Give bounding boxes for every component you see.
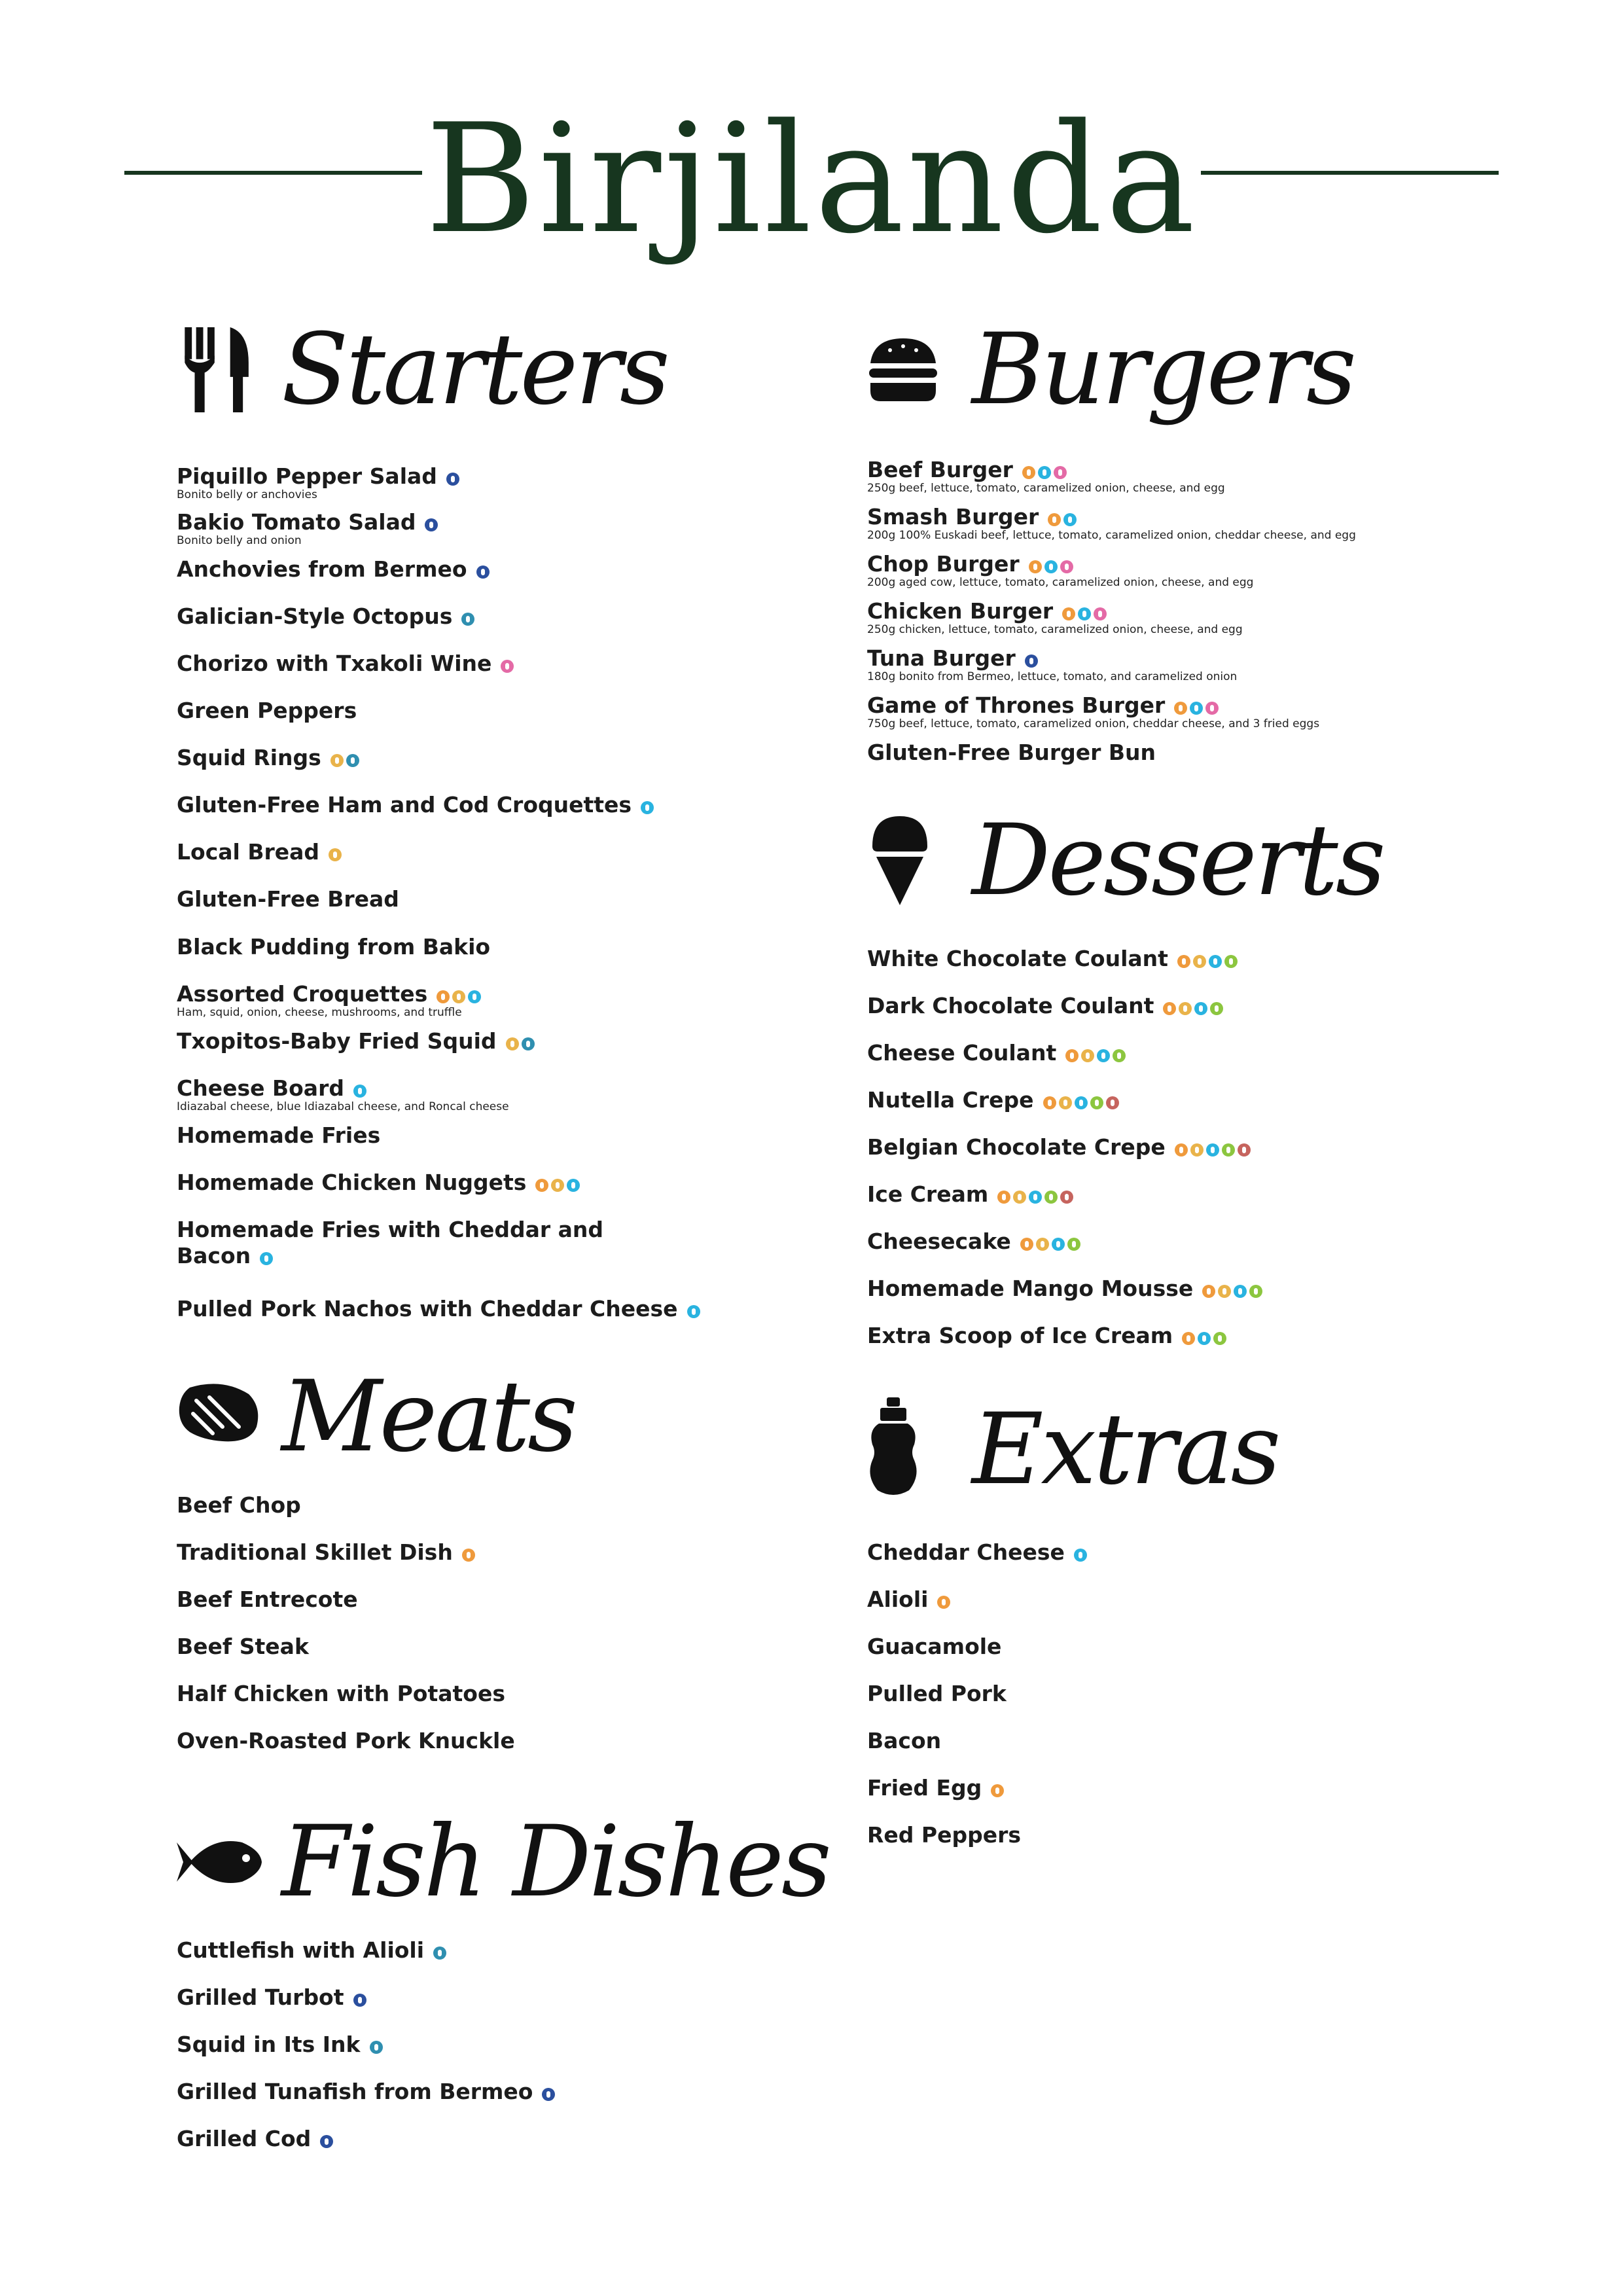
dairy-allergen-icon xyxy=(1063,513,1077,526)
menu-item xyxy=(867,1181,1076,1208)
allergen-icons xyxy=(991,1785,1007,1799)
allergen-icons xyxy=(1074,1550,1090,1564)
egg-allergen-icon xyxy=(437,990,450,1003)
item-name: Txopitos-Baby Fried Squid xyxy=(177,1028,497,1054)
item-name: Cheese Coulant xyxy=(867,1040,1057,1066)
dairy-allergen-icon xyxy=(641,801,654,814)
allergen-icons xyxy=(1025,656,1041,670)
allergen-icons xyxy=(997,1192,1076,1206)
menu-item xyxy=(867,946,1240,972)
item-description: Bonito belly or anchovies xyxy=(177,488,317,501)
sulphite-allergen-icon xyxy=(1094,607,1107,620)
allergen-icons xyxy=(937,1597,953,1611)
section-title: Fish Dishes xyxy=(281,1805,829,1919)
item-name: Chop Burger xyxy=(867,551,1020,577)
menu-item xyxy=(177,509,440,547)
sulphite-allergen-icon xyxy=(1060,560,1073,573)
menu-item xyxy=(177,934,490,960)
item-description: 250g beef, lettuce, tomato, caramelized onion, cheese, and egg xyxy=(867,482,1225,495)
dairy-allergen-icon xyxy=(1038,466,1051,479)
allergen-icons xyxy=(687,1306,703,1320)
section-title: Burgers xyxy=(972,313,1355,427)
nuts-allergen-icon xyxy=(1067,1238,1080,1251)
allergen-icons xyxy=(425,520,440,533)
dairy-allergen-icon xyxy=(567,1179,580,1192)
item-name: Grilled Turbot xyxy=(177,1984,344,2010)
menu-item xyxy=(177,1587,358,1613)
item-name: Beef Burger xyxy=(867,457,1013,482)
item-name: Homemade Fries xyxy=(177,1122,381,1148)
sauce-bottle-icon xyxy=(867,1397,919,1496)
egg-allergen-icon xyxy=(1043,1096,1056,1109)
item-name: Pulled Pork xyxy=(867,1681,1007,1706)
ice-cream-icon xyxy=(867,815,933,906)
soy-allergen-icon xyxy=(1060,1191,1073,1204)
egg-allergen-icon xyxy=(1202,1285,1215,1298)
mollusc-allergen-icon xyxy=(522,1037,535,1050)
item-name: Dark Chocolate Coulant xyxy=(867,993,1154,1018)
allergen-icons xyxy=(353,1086,369,1100)
item-name: Piquillo Pepper Salad xyxy=(177,463,437,489)
nuts-allergen-icon xyxy=(1213,1332,1226,1345)
menu-item xyxy=(177,981,484,1019)
mollusc-allergen-icon xyxy=(461,613,474,626)
cutlery-icon xyxy=(177,327,255,412)
egg-allergen-icon xyxy=(937,1596,950,1609)
item-name: Chorizo with Txakoli Wine xyxy=(177,651,492,676)
allergen-icons xyxy=(320,2136,336,2150)
gluten-allergen-icon xyxy=(1081,1049,1094,1062)
item-name: Gluten-Free Bread xyxy=(177,886,399,912)
menu-item xyxy=(177,1217,603,1269)
menu-item xyxy=(177,2032,385,2058)
egg-allergen-icon xyxy=(535,1179,548,1192)
item-name: Cheese Board xyxy=(177,1075,344,1101)
dairy-allergen-icon xyxy=(1078,607,1091,620)
section-title: Meats xyxy=(281,1360,576,1474)
menu-item xyxy=(867,1587,953,1613)
dairy-allergen-icon xyxy=(1190,702,1203,715)
dairy-allergen-icon xyxy=(1198,1332,1211,1345)
dairy-allergen-icon xyxy=(1194,1002,1207,1015)
item-name: Half Chicken with Potatoes xyxy=(177,1681,505,1706)
menu-item xyxy=(177,698,357,724)
dairy-allergen-icon xyxy=(1052,1238,1065,1251)
fish-allergen-icon xyxy=(353,1994,366,2007)
menu-item xyxy=(867,1775,1007,1801)
item-name: Assorted Croquettes xyxy=(177,981,428,1007)
gluten-allergen-icon xyxy=(551,1179,564,1192)
allergen-icons xyxy=(330,755,362,769)
item-name: Squid in Its Ink xyxy=(177,2032,361,2057)
item-name: Bakio Tomato Salad xyxy=(177,509,416,535)
item-name: Traditional Skillet Dish xyxy=(177,1539,453,1565)
menu-item xyxy=(177,1170,582,1196)
allergen-icons xyxy=(535,1180,582,1194)
allergen-icons xyxy=(1029,562,1076,575)
allergen-icons xyxy=(446,474,462,488)
dairy-allergen-icon xyxy=(1044,560,1058,573)
section-title: Extras xyxy=(972,1393,1279,1507)
allergen-icons xyxy=(1020,1239,1083,1253)
dairy-allergen-icon xyxy=(260,1252,273,1265)
allergen-icons xyxy=(462,1550,478,1564)
item-name: Pulled Pork Nachos with Cheddar Cheese xyxy=(177,1296,678,1321)
gluten-allergen-icon xyxy=(329,848,342,861)
item-name: Beef Chop xyxy=(177,1492,301,1518)
menu-item xyxy=(867,1134,1253,1160)
egg-allergen-icon xyxy=(1182,1332,1195,1345)
fish-allergen-icon xyxy=(542,2088,555,2101)
dairy-allergen-icon xyxy=(1029,1191,1042,1204)
fish-allergen-icon xyxy=(320,2135,333,2148)
section-title: Starters xyxy=(281,313,668,427)
menu-item xyxy=(177,463,462,501)
item-description: 250g chicken, lettuce, tomato, caramelized onion, cheese, and egg xyxy=(867,623,1243,636)
allergen-icons xyxy=(329,850,344,863)
item-name: White Chocolate Coulant xyxy=(867,946,1168,971)
nuts-allergen-icon xyxy=(1090,1096,1103,1109)
egg-allergen-icon xyxy=(462,1549,475,1562)
allergen-icons xyxy=(353,1995,369,2009)
allergen-icons xyxy=(476,567,492,581)
gluten-allergen-icon xyxy=(1036,1238,1049,1251)
menu-item xyxy=(177,1937,449,1964)
item-name: Guacamole xyxy=(867,1634,1002,1659)
item-description: Idiazabal cheese, blue Idiazabal cheese, and Roncal cheese xyxy=(177,1100,509,1113)
egg-allergen-icon xyxy=(1062,607,1075,620)
item-description: 750g beef, lettuce, tomato, caramelized onion, cheddar cheese, and 3 fried eggs xyxy=(867,717,1320,730)
allergen-icons xyxy=(461,614,477,628)
egg-allergen-icon xyxy=(1163,1002,1176,1015)
menu-item xyxy=(867,1323,1229,1349)
dairy-allergen-icon xyxy=(1097,1049,1110,1062)
egg-allergen-icon xyxy=(1022,466,1035,479)
allergen-icons xyxy=(1048,514,1079,528)
nuts-allergen-icon xyxy=(1113,1049,1126,1062)
gluten-allergen-icon xyxy=(1193,955,1206,968)
allergen-icons xyxy=(1163,1003,1226,1017)
item-description: Ham, squid, onion, cheese, mushrooms, and truffle xyxy=(177,1006,462,1019)
fish-allergen-icon xyxy=(476,565,490,579)
menu-item xyxy=(867,1539,1090,1566)
item-name: Oven-Roasted Pork Knuckle xyxy=(177,1728,515,1753)
menu-item xyxy=(177,651,516,677)
gluten-allergen-icon xyxy=(1190,1143,1204,1157)
menu-item xyxy=(177,1984,369,2011)
gluten-allergen-icon xyxy=(330,754,344,767)
item-name: Homemade Fries with Cheddar and xyxy=(177,1217,604,1242)
nuts-allergen-icon xyxy=(1222,1143,1235,1157)
menu-item xyxy=(177,745,362,771)
egg-allergen-icon xyxy=(1065,1049,1079,1062)
allergen-icons xyxy=(506,1039,537,1052)
item-name: Gluten-Free Ham and Cod Croquettes xyxy=(177,792,632,817)
menu-item xyxy=(177,2079,558,2105)
allergen-icons xyxy=(1022,467,1069,481)
item-name: Beef Steak xyxy=(177,1634,309,1659)
allergen-icons xyxy=(1175,1145,1253,1158)
item-name: Tuna Burger xyxy=(867,645,1016,671)
item-description: 200g 100% Euskadi beef, lettuce, tomato, caramelized onion, cheddar cheese, and egg xyxy=(867,529,1356,542)
item-name: Local Bread xyxy=(177,839,320,865)
item-name: Bacon xyxy=(867,1728,942,1753)
egg-allergen-icon xyxy=(1177,955,1190,968)
egg-allergen-icon xyxy=(1029,560,1042,573)
menu-item xyxy=(177,1634,309,1660)
item-name: Ice Cream xyxy=(867,1181,989,1207)
nuts-allergen-icon xyxy=(1224,955,1238,968)
soy-allergen-icon xyxy=(1238,1143,1251,1157)
menu-item xyxy=(867,740,1156,766)
item-name: Black Pudding from Bakio xyxy=(177,934,491,960)
menu-item xyxy=(177,1492,301,1518)
dairy-allergen-icon xyxy=(1209,955,1222,968)
item-name: Fried Egg xyxy=(867,1775,982,1801)
item-name: Homemade Chicken Nuggets xyxy=(177,1170,527,1195)
menu-item xyxy=(867,1229,1083,1255)
menu-item xyxy=(177,1028,537,1054)
allergen-icons xyxy=(1202,1286,1265,1300)
menu-item xyxy=(177,1296,703,1322)
dairy-allergen-icon xyxy=(1234,1285,1247,1298)
item-name: Cheesecake xyxy=(867,1229,1011,1254)
gluten-allergen-icon xyxy=(506,1037,519,1050)
dairy-allergen-icon xyxy=(353,1085,366,1098)
mollusc-allergen-icon xyxy=(346,754,359,767)
menu-item xyxy=(867,1728,941,1754)
egg-allergen-icon xyxy=(1020,1238,1033,1251)
fish-icon xyxy=(177,1836,262,1888)
item-name: Red Peppers xyxy=(867,1822,1022,1848)
allergen-icons xyxy=(1043,1098,1122,1111)
item-name: Cuttlefish with Alioli xyxy=(177,1937,425,1963)
item-name: Grilled Tunafish from Bermeo xyxy=(177,2079,533,2104)
allergen-icons xyxy=(1174,703,1221,717)
sulphite-allergen-icon xyxy=(1205,702,1219,715)
menu-item xyxy=(177,839,344,865)
menu-item xyxy=(867,598,1243,636)
menu-item xyxy=(867,1822,1021,1848)
item-name: Grilled Cod xyxy=(177,2126,312,2151)
menu-item xyxy=(867,645,1237,683)
allergen-icons xyxy=(1177,956,1240,970)
allergen-icons xyxy=(370,2042,385,2056)
fish-allergen-icon xyxy=(1025,655,1038,668)
egg-allergen-icon xyxy=(997,1191,1010,1204)
menu-item xyxy=(177,556,492,583)
item-name: Smash Burger xyxy=(867,504,1039,529)
menu-item xyxy=(867,1087,1122,1113)
egg-allergen-icon xyxy=(1175,1143,1188,1157)
allergen-icons xyxy=(433,1948,449,1962)
item-name: Nutella Crepe xyxy=(867,1087,1034,1113)
gluten-allergen-icon xyxy=(1059,1096,1072,1109)
allergen-icons xyxy=(437,992,484,1005)
item-name: Homemade Mango Mousse xyxy=(867,1276,1194,1301)
menu-item xyxy=(177,2126,336,2152)
item-name: Game of Thrones Burger xyxy=(867,692,1166,718)
item-name: Anchovies from Bermeo xyxy=(177,556,467,582)
menu-item xyxy=(177,1539,478,1566)
section-title: Desserts xyxy=(972,804,1383,918)
allergen-icons xyxy=(501,661,516,675)
item-name: Gluten-Free Burger Bun xyxy=(867,740,1156,765)
nuts-allergen-icon xyxy=(1249,1285,1262,1298)
gluten-allergen-icon xyxy=(1179,1002,1192,1015)
sulphite-allergen-icon xyxy=(501,660,514,673)
fish-allergen-icon xyxy=(446,473,459,486)
menu-item xyxy=(177,792,656,818)
allergen-icons xyxy=(1182,1333,1229,1347)
item-name: Beef Entrecote xyxy=(177,1587,358,1612)
menu-item xyxy=(867,1681,1007,1707)
menu-item xyxy=(867,993,1226,1019)
item-name: Extra Scoop of Ice Cream xyxy=(867,1323,1173,1348)
egg-allergen-icon xyxy=(1174,702,1187,715)
steak-icon xyxy=(177,1381,262,1446)
menu-item xyxy=(867,457,1225,495)
allergen-icons xyxy=(260,1253,276,1267)
menu-item xyxy=(177,886,399,912)
item-name: Green Peppers xyxy=(177,698,357,723)
dairy-allergen-icon xyxy=(687,1305,700,1318)
allergen-icons xyxy=(1062,609,1109,622)
menu-item xyxy=(867,1040,1128,1066)
menu-item xyxy=(867,551,1253,589)
menu-item xyxy=(177,1122,380,1149)
menu-item xyxy=(177,1075,509,1113)
soy-allergen-icon xyxy=(1106,1096,1119,1109)
item-name: Cheddar Cheese xyxy=(867,1539,1065,1565)
mollusc-allergen-icon xyxy=(433,1946,446,1960)
menu-item xyxy=(177,1681,505,1707)
item-name: Galician-Style Octopus xyxy=(177,603,453,629)
item-description: 180g bonito from Bermeo, lettuce, tomato, and caramelized onion xyxy=(867,670,1238,683)
item-description: Bonito belly and onion xyxy=(177,534,302,547)
item-name: Squid Rings xyxy=(177,745,321,770)
burger-icon xyxy=(867,337,939,403)
nuts-allergen-icon xyxy=(1044,1191,1058,1204)
menu-item xyxy=(867,1634,1001,1660)
dairy-allergen-icon xyxy=(1074,1549,1087,1562)
allergen-icons xyxy=(542,2089,558,2103)
egg-allergen-icon xyxy=(991,1784,1004,1797)
menu-item xyxy=(867,1276,1265,1302)
item-name: Chicken Burger xyxy=(867,598,1054,624)
nuts-allergen-icon xyxy=(1210,1002,1223,1015)
dairy-allergen-icon xyxy=(468,990,481,1003)
item-name: Belgian Chocolate Crepe xyxy=(867,1134,1166,1160)
gluten-allergen-icon xyxy=(1013,1191,1026,1204)
allergen-icons xyxy=(641,802,656,816)
egg-allergen-icon xyxy=(1048,513,1061,526)
item-name: Alioli xyxy=(867,1587,929,1612)
gluten-allergen-icon xyxy=(452,990,465,1003)
item-name-continued: Bacon xyxy=(177,1243,251,1268)
allergen-icons xyxy=(1065,1050,1128,1064)
page-title: Birjilanda xyxy=(425,92,1198,267)
fish-allergen-icon xyxy=(425,518,438,531)
menu-item xyxy=(177,603,477,630)
dairy-allergen-icon xyxy=(1206,1143,1219,1157)
mollusc-allergen-icon xyxy=(370,2041,383,2054)
gluten-allergen-icon xyxy=(1218,1285,1231,1298)
menu-item xyxy=(177,1728,515,1754)
item-description: 200g aged cow, lettuce, tomato, caramelized onion, cheese, and egg xyxy=(867,576,1254,589)
sulphite-allergen-icon xyxy=(1054,466,1067,479)
menu-item xyxy=(867,504,1356,542)
menu-item xyxy=(867,692,1319,730)
dairy-allergen-icon xyxy=(1075,1096,1088,1109)
